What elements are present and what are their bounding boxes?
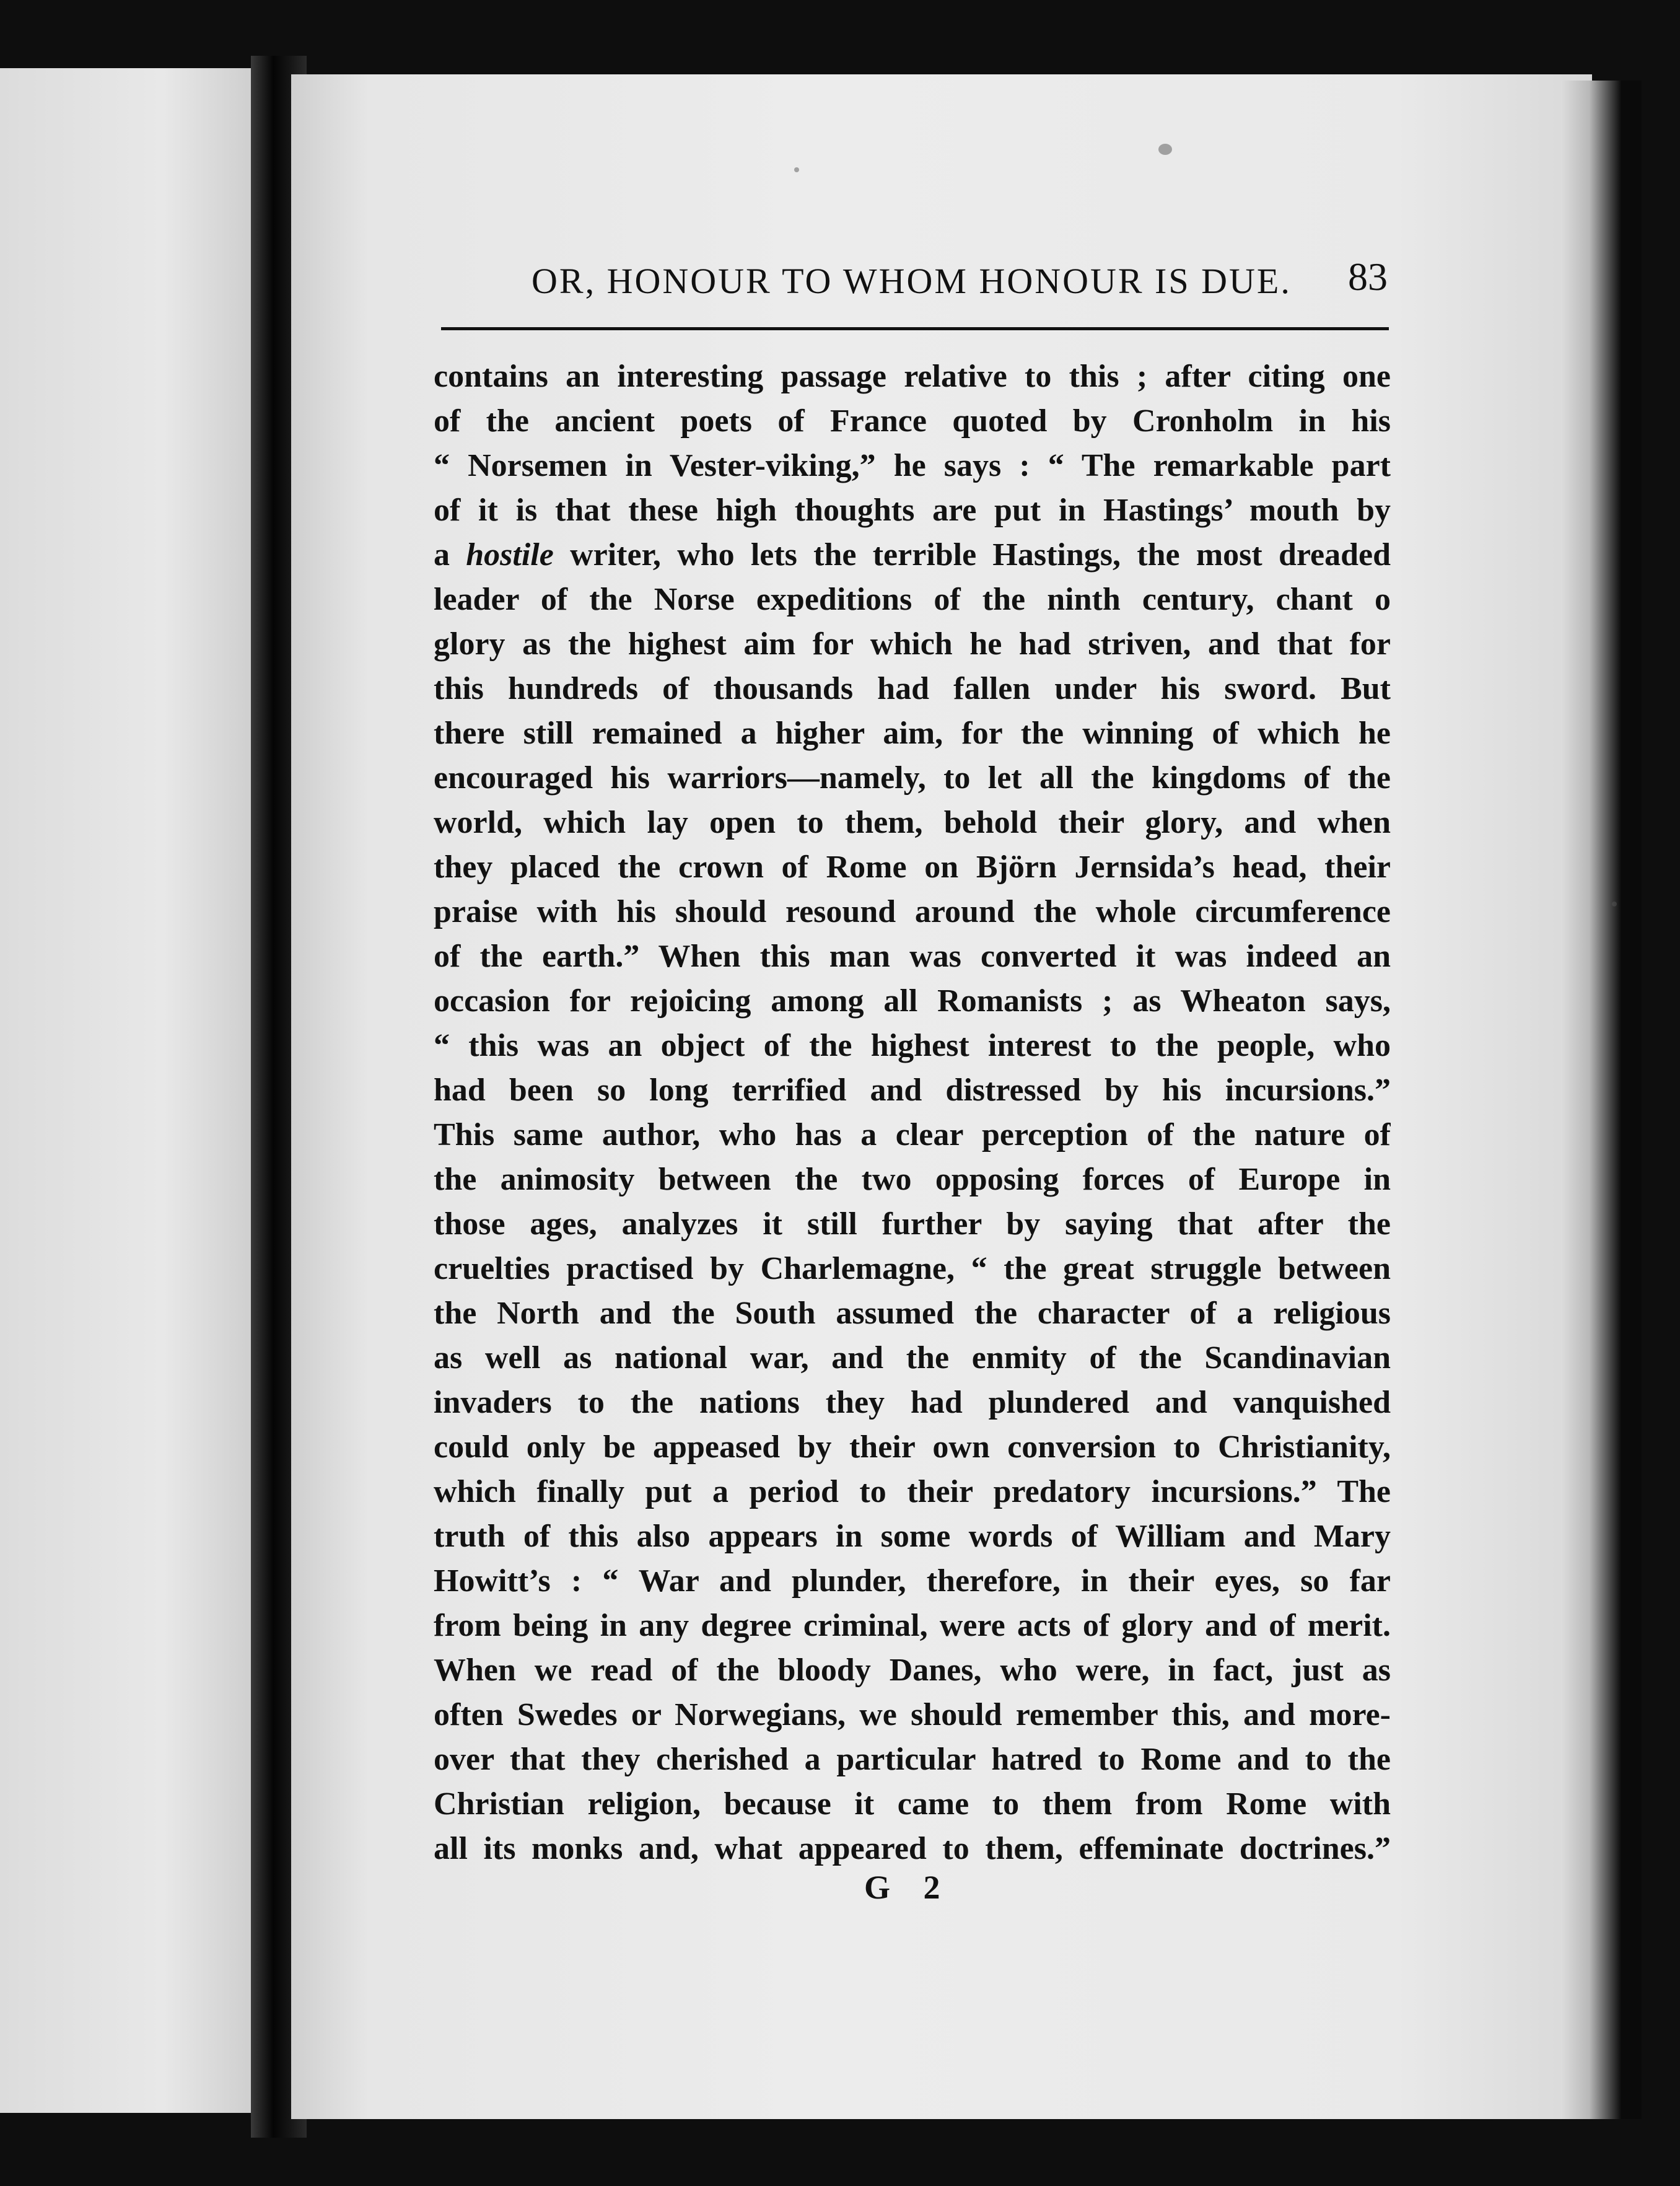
- body-line: This same author, who has a clear perception of the nature of: [434, 1117, 1391, 1152]
- body-line: truth of this also appears in some words of William and Mary: [434, 1519, 1391, 1554]
- body-line: of the ancient poets of France quoted by Cronholm in his: [434, 403, 1391, 439]
- body-text: [434, 354, 1391, 1871]
- body-line: as well as national war, and the enmity of the Scandinavian: [434, 1340, 1391, 1376]
- body-line: Howitt’s : “ War and plunder, therefore, in their eyes, so far: [434, 1563, 1391, 1599]
- body-line: world, which lay open to them, behold their glory, and when: [434, 805, 1391, 840]
- body-line: the North and the South assumed the character of a religious: [434, 1296, 1391, 1331]
- signature-mark: G 2: [864, 1869, 953, 1906]
- body-line: over that they cherished a particular hatred to Rome and to the: [434, 1742, 1391, 1777]
- body-line: encouraged his warriors—namely, to let all the kingdoms of the: [434, 760, 1391, 796]
- body-line: of the earth.” When this man was converted it was indeed an: [434, 939, 1391, 974]
- page-edge-shadow: [1561, 81, 1642, 2119]
- body-line: the animosity between the two opposing forces of Europe in: [434, 1162, 1391, 1197]
- left-page-text-fragments: [0, 0, 273, 2186]
- body-line: this hundreds of thousands had fallen under his sword. But: [434, 671, 1391, 706]
- body-line: contains an interesting passage relative to this ; after citing one: [434, 359, 1391, 394]
- body-line: occasion for rejoicing among all Romanists ; as Wheaton says,: [434, 983, 1391, 1019]
- body-line: those ages, analyzes it still further by saying that after the: [434, 1206, 1391, 1242]
- running-head: OR, HONOUR TO WHOM HONOUR IS DUE.: [532, 261, 1292, 301]
- body-line: invaders to the nations they had plundered and vanquished: [434, 1385, 1391, 1420]
- body-line: they placed the crown of Rome on Björn Jernsida’s head, their: [434, 849, 1391, 885]
- paper-speck: [1612, 902, 1617, 906]
- body-line: leader of the Norse expeditions of the ninth century, chant o: [434, 582, 1391, 617]
- body-line: from being in any degree criminal, were acts of glory and of merit.: [434, 1608, 1391, 1643]
- body-line: could only be appeased by their own conversion to Christianity,: [434, 1429, 1391, 1465]
- body-line: When we read of the bloody Danes, who were, in fact, just as: [434, 1653, 1391, 1688]
- body-line: there still remained a higher aim, for the winning of which he: [434, 716, 1391, 751]
- body-line: which finally put a period to their predatory incursions.” The: [434, 1474, 1391, 1509]
- body-line: often Swedes or Norwegians, we should remember this, and more-: [434, 1697, 1391, 1732]
- paper-speck: [1158, 144, 1172, 155]
- body-line: “ this was an object of the highest interest to the people, who: [434, 1028, 1391, 1063]
- body-line: “ Norsemen in Vester-viking,” he says : “ The remarkable part: [434, 448, 1391, 483]
- body-line: praise with his should resound around the whole circumference: [434, 894, 1391, 929]
- body-line: had been so long terrified and distressed by his incursions.”: [434, 1073, 1391, 1108]
- body-line: a hostile writer, who lets the terrible Hastings, the most dreaded: [434, 537, 1391, 573]
- body-line: glory as the highest aim for which he had striven, and that for: [434, 626, 1391, 662]
- body-line: all its monks and, what appeared to them, effeminate doctrines.”: [434, 1831, 1391, 1866]
- body-line: cruelties practised by Charlemagne, “ the great struggle between: [434, 1251, 1391, 1286]
- page-number: 83: [1348, 255, 1388, 299]
- body-line: of it is that these high thoughts are put in Hastings’ mouth by: [434, 493, 1391, 528]
- paper-speck: [794, 167, 799, 172]
- body-line: Christian religion, because it came to them from Rome with: [434, 1786, 1391, 1822]
- header-rule: [441, 327, 1389, 330]
